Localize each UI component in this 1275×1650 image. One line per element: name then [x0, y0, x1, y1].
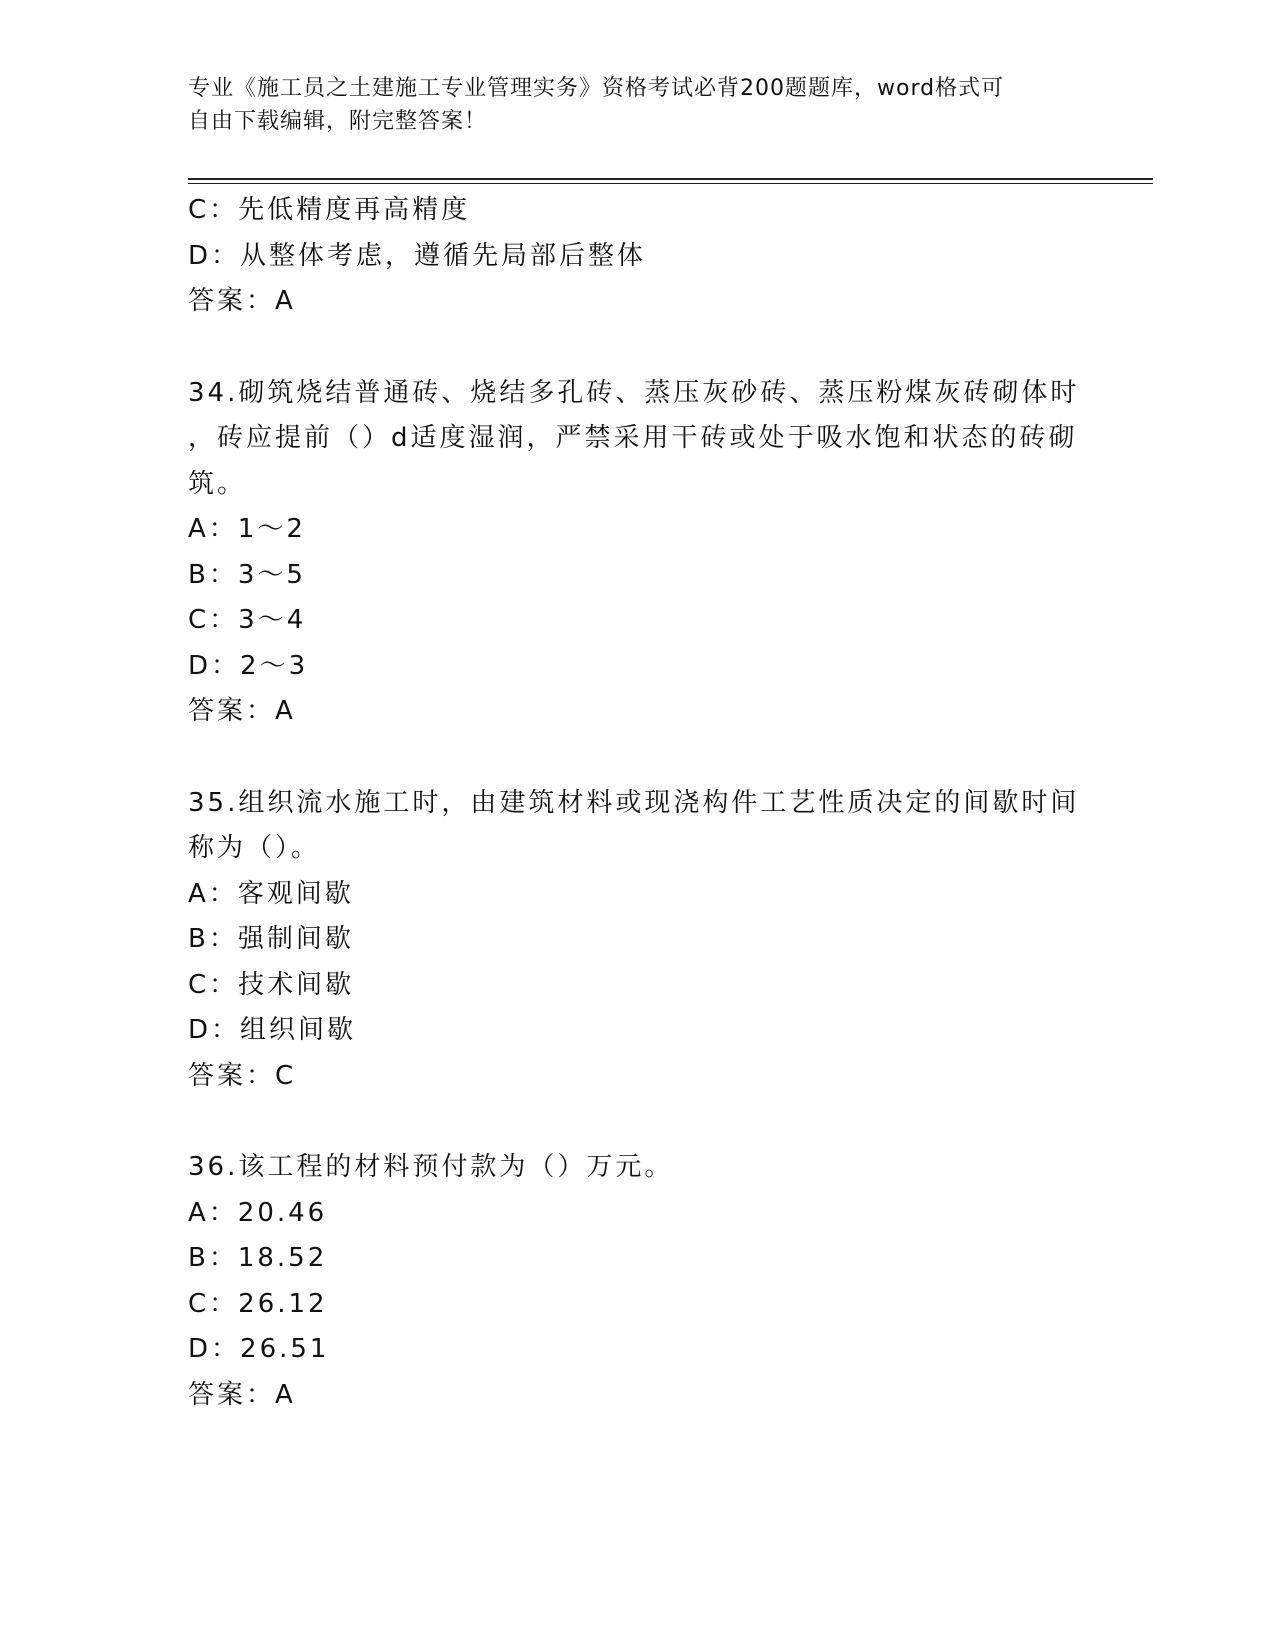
option-b: B：强制间歇	[188, 924, 354, 954]
option-c: C：先低精度再高精度	[188, 195, 471, 225]
answer: 答案：A	[188, 286, 296, 316]
option-a: A：客观间歇	[188, 878, 354, 909]
option-d: D：2～3	[188, 650, 309, 681]
question-34	[188, 371, 1088, 735]
option-a: A：1～2	[188, 514, 306, 544]
question-36	[188, 1145, 1088, 1418]
answer: 答案：A	[188, 696, 296, 726]
option-d: D：组织间歇	[188, 1015, 357, 1045]
header-rule-thin	[188, 183, 1153, 184]
header-rule-thick	[188, 178, 1153, 180]
document-body	[188, 188, 1088, 1418]
header-line-2: 自由下载编辑，附完整答案！	[188, 109, 488, 134]
question-text: 35.组织流水施工时，由建筑材料或现浇构件工艺性质决定的间歇时间	[188, 787, 1080, 818]
question-text: 36.该工程的材料预付款为（）万元。	[188, 1152, 674, 1182]
option-a: A：20.46	[188, 1197, 328, 1228]
header-line-1: 专业《施工员之土建施工专业管理实务》资格考试必背200题题库，word格式可	[188, 76, 1005, 101]
question-text: 34.砌筑烧结普通砖、烧结多孔砖、蒸压灰砂砖、蒸压粉煤灰砖砌体时	[188, 377, 1080, 408]
question-33-tail	[188, 188, 1088, 325]
answer: 答案：C	[188, 1060, 297, 1091]
option-d: D：从整体考虑，遵循先局部后整体	[188, 240, 647, 271]
option-c: C：26.12	[188, 1288, 328, 1319]
option-d: D：26.51	[188, 1334, 330, 1364]
answer: 答案：A	[188, 1379, 296, 1410]
question-text: 称为（）。	[188, 833, 321, 863]
document-header	[188, 72, 1088, 138]
option-b: B：3～5	[188, 559, 306, 590]
question-35	[188, 781, 1088, 1100]
option-c: C：技术间歇	[188, 969, 355, 1000]
question-text: ，砖应提前（）d适度湿润，严禁采用干砖或处于吸水饱和状态的砖砌	[188, 423, 1078, 453]
question-text: 筑。	[188, 468, 247, 499]
option-b: B：18.52	[188, 1243, 328, 1273]
option-c: C：3～4	[188, 605, 307, 635]
